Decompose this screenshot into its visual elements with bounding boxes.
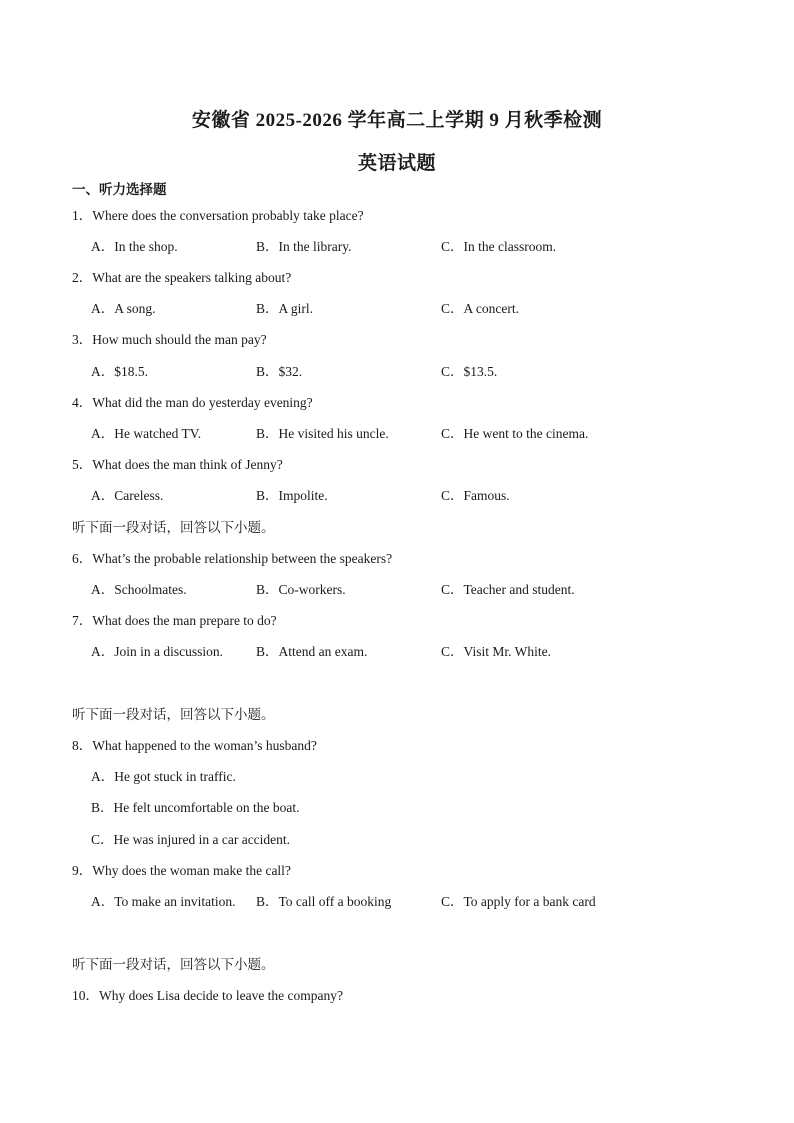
q1-option-a: A．In the shop. — [91, 239, 178, 254]
question-6: 6．What’s the probable relationship between the speakers? — [72, 551, 393, 566]
q4-option-a: A．He watched TV. — [91, 426, 202, 441]
q3-option-b: B．$32. — [256, 364, 303, 379]
q3-option-a: A．$18.5. — [91, 364, 148, 379]
q8-option-c: C．He was injured in a car accident. — [91, 832, 291, 847]
question-8: 8．What happened to the woman’s husband? — [72, 738, 317, 753]
exam-subtitle: 英语试题 — [357, 153, 436, 174]
exam-title: 安徽省 2025-2026 学年高二上学期 9 月秋季检测 — [191, 110, 603, 131]
question-2: 2．What are the speakers talking about? — [72, 270, 292, 285]
question-7: 7．What does the man prepare to do? — [72, 613, 277, 628]
q6-option-c: C．Teacher and student. — [441, 582, 575, 597]
q1-option-b: B．In the library. — [256, 239, 352, 254]
dialogue-instruction: 听下面一段对话，回答以下小题。 — [72, 957, 275, 972]
q8-option-a: A．He got stuck in traffic. — [91, 769, 236, 784]
q7-option-a: A．Join in a discussion. — [91, 644, 224, 659]
q2-option-c: C．A concert. — [441, 301, 519, 316]
question-9: 9．Why does the woman make the call? — [72, 863, 291, 878]
dialogue-instruction: 听下面一段对话，回答以下小题。 — [72, 520, 275, 535]
question-1: 1．Where does the conversation probably take place? — [72, 208, 364, 223]
question-5: 5．What does the man think of Jenny? — [72, 457, 283, 472]
q7-option-c: C．Visit Mr. White. — [441, 644, 551, 659]
q4-option-b: B．He visited his uncle. — [256, 426, 389, 441]
q9-option-b: B．To call off a booking — [256, 894, 392, 909]
q3-option-c: C．$13.5. — [441, 364, 498, 379]
q5-option-c: C．Famous. — [441, 488, 510, 503]
question-3: 3．How much should the man pay? — [72, 332, 267, 347]
question-4: 4．What did the man do yesterday evening? — [72, 395, 313, 410]
q6-option-b: B．Co-workers. — [256, 582, 346, 597]
q2-option-b: B．A girl. — [256, 301, 314, 316]
q2-option-a: A．A song. — [91, 301, 156, 316]
q8-option-b: B．He felt uncomfortable on the boat. — [91, 800, 300, 815]
q7-option-b: B．Attend an exam. — [256, 644, 368, 659]
q5-option-b: B．Impolite. — [256, 488, 328, 503]
q1-option-c: C．In the classroom. — [441, 239, 557, 254]
q4-option-c: C．He went to the cinema. — [441, 426, 589, 441]
q9-option-a: A．To make an invitation. — [91, 894, 236, 909]
section-heading: 一、听力选择题 — [72, 182, 167, 197]
q6-option-a: A．Schoolmates. — [91, 582, 187, 597]
q5-option-a: A．Careless. — [91, 488, 164, 503]
question-10: 10．Why does Lisa decide to leave the company? — [72, 988, 344, 1003]
q9-option-c: C．To apply for a bank card — [441, 894, 596, 909]
dialogue-instruction: 听下面一段对话，回答以下小题。 — [72, 707, 275, 722]
